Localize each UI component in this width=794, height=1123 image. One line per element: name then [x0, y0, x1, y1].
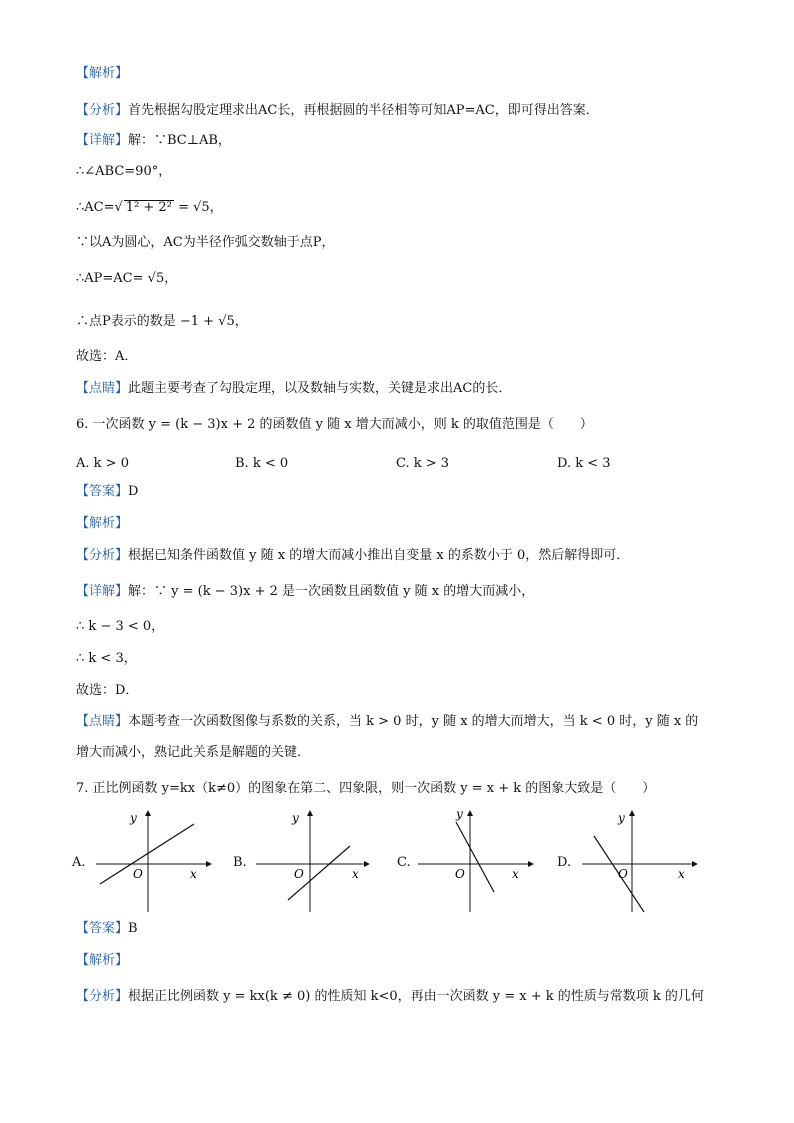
- graph-line: [100, 824, 194, 884]
- x-label: x: [190, 867, 197, 881]
- q6-point: 【点睛】本题考查一次函数图像与系数的关系，当 k > 0 时，y 随 x 的增大而增大，当 k < 0 时，y 随 x 的: [76, 714, 699, 729]
- x-arrow-icon: [206, 861, 212, 867]
- q7-label-a: A.: [72, 855, 86, 870]
- y-label: y: [292, 811, 299, 825]
- y-label: y: [618, 811, 625, 825]
- x-label: x: [678, 867, 685, 881]
- y-label: y: [456, 808, 463, 821]
- q7-fenxi: 【分析】根据正比例函数 y = kx(k ≠ 0) 的性质知 k<0，再由一次函数 y = x + k 的性质与常数项 k 的几何: [76, 989, 704, 1004]
- y-arrow-icon: [467, 810, 473, 816]
- y-arrow-icon: [629, 810, 635, 816]
- origin-label: O: [294, 867, 304, 881]
- q7-label-d: D.: [557, 855, 572, 870]
- x-label: x: [512, 867, 519, 881]
- x-arrow-icon: [364, 861, 370, 867]
- y-arrow-icon: [145, 810, 151, 816]
- q6-answer: 【答案】D: [76, 484, 139, 499]
- detail-line-1: 【详解】解：∵BC⊥AB，: [76, 133, 231, 148]
- q6-option-c: C. k > 3: [396, 456, 450, 471]
- q7-label-c: C.: [397, 855, 411, 870]
- q6-point-cont: 增大而减小，熟记此关系是解题的关键．: [76, 745, 311, 760]
- step-abc-90: ∴∠ABC=90°，: [76, 164, 172, 179]
- q6-option-b: B. k < 0: [235, 456, 289, 471]
- q7-graph-c: [412, 808, 542, 916]
- q7-graph-d: [574, 808, 704, 916]
- x-arrow-icon: [692, 861, 698, 867]
- q7-answer: 【答案】B: [76, 921, 138, 936]
- y-label: y: [130, 811, 137, 825]
- x-arrow-icon: [528, 861, 534, 867]
- q7-graph-b: [250, 808, 380, 916]
- q7-graph-a: [88, 808, 218, 916]
- origin-label: O: [455, 867, 465, 881]
- q6-step-1: ∴ k − 3 < 0，: [76, 619, 165, 634]
- point-line-1: 【点睛】此题主要考查了勾股定理，以及数轴与实数，关键是求出AC的长．: [76, 381, 512, 396]
- analysis-tag-1: 【解析】: [76, 66, 129, 81]
- step-ac-sqrt: ∴AC=√ 1² + 2² = √5，: [76, 200, 223, 215]
- origin-label: O: [133, 867, 143, 881]
- choice-a: 故选：A．: [76, 349, 138, 364]
- q6-option-a: A. k > 0: [76, 456, 129, 471]
- q6-option-d: D. k < 3: [557, 456, 611, 471]
- q6-stem: 6. 一次函数 y = (k − 3)x + 2 的函数值 y 随 x 增大而减小，则 k 的取值范围是（ ）: [76, 417, 593, 432]
- q6-fenxi: 【分析】根据已知条件函数值 y 随 x 的增大而减小推出自变量 x 的系数小于 0，然后解得即可．: [76, 548, 630, 563]
- q7-label-b: B.: [233, 855, 247, 870]
- y-arrow-icon: [307, 810, 313, 816]
- step-ap-ac: ∴AP=AC= √5，: [76, 271, 178, 286]
- step-point-p: ∴点P表示的数是 −1 + √5，: [76, 314, 248, 329]
- x-label: x: [352, 867, 359, 881]
- fenxi-line-1: 【分析】首先根据勾股定理求出AC长，再根据圆的半径相等可知AP=AC，即可得出答案．: [76, 103, 599, 118]
- analysis-tag-2: 【解析】: [76, 516, 129, 531]
- step-circle: ∵以A为圆心，AC为半径作弧交数轴于点P，: [76, 235, 335, 250]
- graph-line: [456, 822, 494, 892]
- q6-step-3: 故选：D．: [76, 683, 139, 698]
- q6-step-2: ∴ k < 3，: [76, 651, 137, 666]
- q6-detail: 【详解】解：∵ y = (k − 3)x + 2 是一次函数且函数值 y 随 x 的增大而减小，: [76, 584, 535, 599]
- origin-label: O: [618, 867, 628, 881]
- q7-stem: 7. 正比例函数 y=kx（k≠0）的图象在第二、四象限，则一次函数 y = x + k 的图象大致是（ ）: [76, 781, 656, 796]
- analysis-tag-3: 【解析】: [76, 953, 129, 968]
